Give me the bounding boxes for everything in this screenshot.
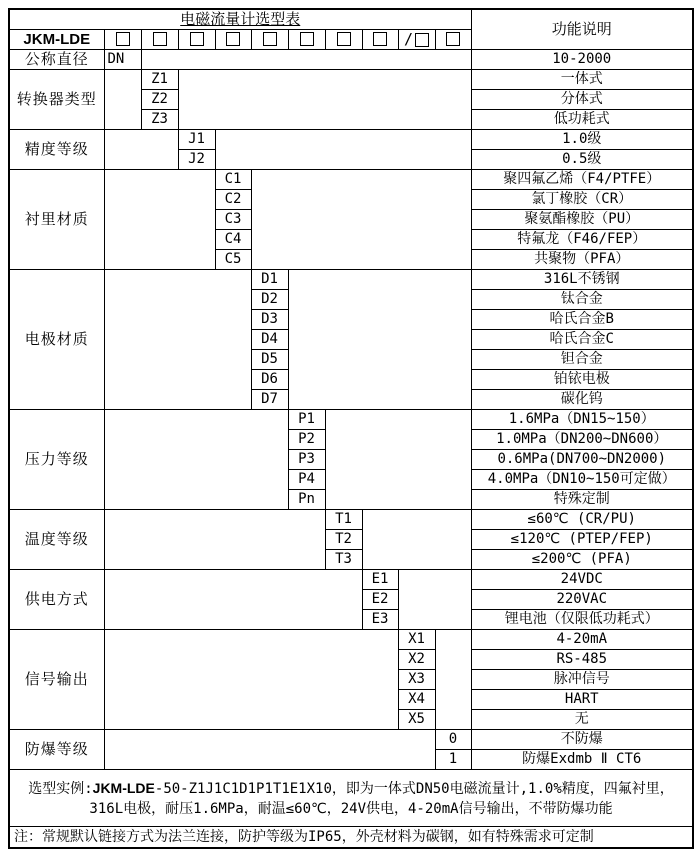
- model-code-cell-d: [251, 30, 288, 50]
- code-cell: X5: [398, 710, 435, 730]
- code-cell: D6: [251, 370, 288, 390]
- model-code-cell-c: [215, 30, 251, 50]
- code-cell: 0: [435, 730, 471, 750]
- code-cell: D2: [251, 290, 288, 310]
- desc-cell: HART: [471, 690, 693, 710]
- desc-cell: 聚四氟乙烯（F4/PTFE）: [471, 170, 693, 190]
- section-label: 信号输出: [9, 630, 104, 730]
- code-cell: C1: [215, 170, 251, 190]
- empty-cell: [288, 270, 471, 410]
- empty-cell: [435, 630, 471, 730]
- empty-cell: [104, 730, 435, 770]
- checkbox-icon[interactable]: [300, 32, 314, 46]
- empty-cell: [104, 70, 141, 130]
- code-cell: X1: [398, 630, 435, 650]
- model-code-cell-dn: [104, 30, 141, 50]
- empty-cell: [325, 410, 471, 510]
- desc-cell: 无: [471, 710, 693, 730]
- code-cell: P3: [288, 450, 325, 470]
- desc-cell: 共聚物（PFA）: [471, 250, 693, 270]
- desc-cell: 1.6MPa（DN15~150）: [471, 410, 693, 430]
- desc-cell: 0.6MPa(DN700~DN2000): [471, 450, 693, 470]
- desc-cell: 钽合金: [471, 350, 693, 370]
- empty-cell: [141, 50, 471, 70]
- desc-cell: 特殊定制: [471, 490, 693, 510]
- code-cell: D3: [251, 310, 288, 330]
- code-cell: P1: [288, 410, 325, 430]
- desc-cell: 316L不锈钢: [471, 270, 693, 290]
- code-cell: T2: [325, 530, 362, 550]
- example-prefix: 选型实例:: [28, 780, 93, 797]
- desc-cell: 氯丁橡胶（CR）: [471, 190, 693, 210]
- model-code-cell-j: [178, 30, 215, 50]
- desc-cell: 铂铱电极: [471, 370, 693, 390]
- code-cell: D5: [251, 350, 288, 370]
- code-cell: DN: [104, 50, 141, 70]
- desc-cell: 防爆Exdmb Ⅱ CT6: [471, 750, 693, 770]
- section-label: 公称直径: [9, 50, 104, 70]
- code-cell: Z1: [141, 70, 178, 90]
- desc-cell: 1.0MPa（DN200~DN600）: [471, 430, 693, 450]
- desc-cell: 钛合金: [471, 290, 693, 310]
- desc-cell: 0.5级: [471, 150, 693, 170]
- code-cell: T1: [325, 510, 362, 530]
- code-cell: X4: [398, 690, 435, 710]
- code-cell: P2: [288, 430, 325, 450]
- desc-cell: 哈氏合金B: [471, 310, 693, 330]
- desc-cell: 不防爆: [471, 730, 693, 750]
- desc-cell: ≤200℃ (PFA): [471, 550, 693, 570]
- section-label: 供电方式: [9, 570, 104, 630]
- desc-cell: 10-2000: [471, 50, 693, 70]
- section-label: 精度等级: [9, 130, 104, 170]
- code-cell: Pn: [288, 490, 325, 510]
- section-label: 转换器类型: [9, 70, 104, 130]
- code-cell: E1: [362, 570, 398, 590]
- desc-cell: 聚氨酯橡胶（PU）: [471, 210, 693, 230]
- code-cell: J1: [178, 130, 215, 150]
- checkbox-icon[interactable]: [373, 32, 387, 46]
- desc-cell: ≤120℃ (PTEP/FEP): [471, 530, 693, 550]
- desc-cell: 一体式: [471, 70, 693, 90]
- model-code-cell-p: [288, 30, 325, 50]
- model-code-cell-t: [325, 30, 362, 50]
- desc-cell: 低功耗式: [471, 110, 693, 130]
- desc-cell: RS-485: [471, 650, 693, 670]
- code-cell: D1: [251, 270, 288, 290]
- model-code-cell-e: [362, 30, 398, 50]
- checkbox-icon[interactable]: [263, 32, 277, 46]
- checkbox-icon[interactable]: [337, 32, 351, 46]
- desc-cell: 锂电池（仅限低功耗式）: [471, 610, 693, 630]
- checkbox-icon[interactable]: [153, 32, 167, 46]
- empty-cell: [104, 510, 325, 570]
- empty-cell: [104, 270, 251, 410]
- selection-example: [9, 770, 693, 827]
- code-cell: D7: [251, 390, 288, 410]
- empty-cell: [104, 130, 178, 170]
- section-label: 温度等级: [9, 510, 104, 570]
- desc-cell: 220VAC: [471, 590, 693, 610]
- checkbox-icon[interactable]: [190, 32, 204, 46]
- table-title: 电磁流量计选型表: [9, 9, 471, 30]
- code-cell: E2: [362, 590, 398, 610]
- model-code-cell-ex: [435, 30, 471, 50]
- code-cell: D4: [251, 330, 288, 350]
- model-code-cell-z: [141, 30, 178, 50]
- checkbox-icon[interactable]: [226, 32, 240, 46]
- checkbox-icon[interactable]: [116, 32, 130, 46]
- empty-cell: [104, 570, 362, 630]
- desc-cell: 1.0级: [471, 130, 693, 150]
- code-cell: P4: [288, 470, 325, 490]
- code-cell: X2: [398, 650, 435, 670]
- code-cell: C2: [215, 190, 251, 210]
- code-cell: 1: [435, 750, 471, 770]
- desc-cell: 4-20mA: [471, 630, 693, 650]
- empty-cell: [178, 70, 471, 130]
- section-label: 电极材质: [9, 270, 104, 410]
- empty-cell: [104, 170, 215, 270]
- example-model: JKM-LDE: [92, 779, 155, 796]
- code-cell: X3: [398, 670, 435, 690]
- section-label: 压力等级: [9, 410, 104, 510]
- desc-cell: 特氟龙（F46/FEP）: [471, 230, 693, 250]
- code-cell: J2: [178, 150, 215, 170]
- example-text: -50-Z1J1C1D1P1T1E1X10，即为一体式DN50电磁流量计,1.0%精度，四氟衬里，316L电极，耐压1.6MPa，耐温≤60℃，24V供电，4-20mA信号输出，不带防爆功能: [89, 780, 674, 817]
- empty-cell: [215, 130, 471, 170]
- slash-separator: /: [403, 29, 414, 48]
- checkbox-icon[interactable]: [415, 33, 429, 47]
- desc-cell: ≤60℃ (CR/PU): [471, 510, 693, 530]
- desc-cell: 分体式: [471, 90, 693, 110]
- selection-table: [8, 8, 694, 849]
- code-cell: Z2: [141, 90, 178, 110]
- code-cell: E3: [362, 610, 398, 630]
- desc-cell: 哈氏合金C: [471, 330, 693, 350]
- desc-cell: 脉冲信号: [471, 670, 693, 690]
- empty-cell: [251, 170, 471, 270]
- model-prefix: JKM-LDE: [9, 30, 104, 50]
- empty-cell: [362, 510, 471, 570]
- desc-cell: 24VDC: [471, 570, 693, 590]
- note: 注：常规默认链接方式为法兰连接，防护等级为IP65，外壳材料为碳钢，如有特殊需求可定制: [9, 827, 693, 849]
- empty-cell: [104, 410, 288, 510]
- section-label: 防爆等级: [9, 730, 104, 770]
- model-code-cell-x: [398, 30, 435, 50]
- code-cell: Z3: [141, 110, 178, 130]
- desc-cell: 4.0MPa（DN10~150可定做）: [471, 470, 693, 490]
- code-cell: C5: [215, 250, 251, 270]
- section-label: 衬里材质: [9, 170, 104, 270]
- empty-cell: [104, 630, 398, 730]
- empty-cell: [398, 570, 471, 630]
- code-cell: T3: [325, 550, 362, 570]
- code-cell: C3: [215, 210, 251, 230]
- checkbox-icon[interactable]: [446, 32, 460, 46]
- function-header: 功能说明: [471, 9, 693, 50]
- desc-cell: 碳化钨: [471, 390, 693, 410]
- code-cell: C4: [215, 230, 251, 250]
